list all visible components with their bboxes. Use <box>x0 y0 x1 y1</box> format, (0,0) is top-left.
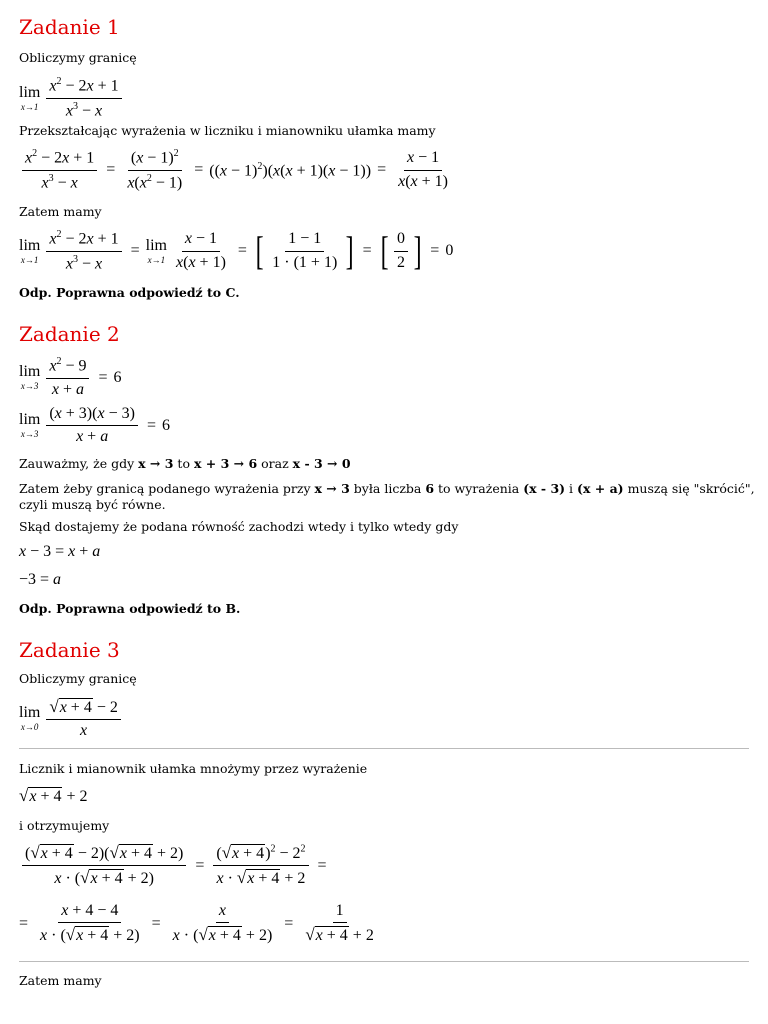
separator-2 <box>19 961 749 962</box>
z1-text-3: Zatem mamy <box>19 204 102 219</box>
z1-formula-1: lim x→1 $\frac{x^2 - 2x + 1}{x^3 - x}$ <box>19 76 125 120</box>
z3-formula-2: √x + 4 + 2 <box>19 786 88 805</box>
z3-text-3: i otrzymujemy <box>19 818 110 833</box>
z2-title: Zadanie 2 <box>19 322 120 346</box>
z3-title: Zadanie 3 <box>19 638 120 662</box>
z3-formula-1: lim x→0 $\frac{√x + 4 - 2}{x}$ <box>19 697 124 741</box>
z2-formula-1: lim x→3 $\frac{x^2 - 9}{x + a}$ = 6 <box>19 356 122 398</box>
z1-formula-2: $\frac{x^2 - 2x + 1}{x^3 - x}$ = $\frac{(x - 1)^2}{x(x^2 - 1)}$ = $((x - 1)^2)(x(x + 1)(x - 1))$ = $\frac{x - 1}{x(x + 1)}$ <box>19 148 454 192</box>
z2-text-3: Skąd dostajemy że podana równość zachodzi wtedy i tylko wtedy gdy <box>19 519 459 534</box>
z2-text-1: Zauważmy, że gdy x → 3 to x + 3 → 6 oraz x - 3 → 0 <box>19 456 351 471</box>
z2-formula-2: lim x→3 $\frac{(x + 3)(x - 3)}{x + a}$ = 6 <box>19 405 170 446</box>
z3-text-2: Licznik i mianownik ułamka mnożymy przez wyrażenie <box>19 761 368 776</box>
z2-formula-3: x − 3 = x + a <box>19 543 101 560</box>
z3-formula-4: = $\frac{x + 4 - 4}{x \cdot (√x + 4 + 2)}$ = $\frac{x}{x \cdot (√x + 4 + 2)}$ = $\frac{1}{√x + 4 + 2}$ <box>19 902 374 945</box>
z1-text-2: Przekształcając wyrażenia w liczniku i mianowniku ułamka mamy <box>19 123 436 138</box>
z2-answer: Odp. Poprawna odpowiedź to B. <box>19 601 241 616</box>
z3-text-1: Obliczymy granicę <box>19 671 137 686</box>
z3-text-4: Zatem mamy <box>19 973 102 988</box>
z1-answer: Odp. Poprawna odpowiedź to C. <box>19 285 240 300</box>
z1-title: Zadanie 1 <box>19 15 120 39</box>
z1-text-1: Obliczymy granicę <box>19 50 137 65</box>
z3-formula-3: $\frac{(√x + 4 - 2)(√x + 4 + 2)}{x \cdot (√x + 4 + 2)}$ = $\frac{(√x + 4)^2 - 2^2}{x \cdot √x + 4 + 2}$ = <box>19 843 333 889</box>
z2-formula-4: −3 = a <box>19 571 62 588</box>
z2-text-2: Zatem żeby granicą podanego wyrażenia przy x → 3 była liczba 6 to wyrażenia (x - 3) i (x + a) muszą się "skrócić", czyli muszą być równe. <box>19 481 755 512</box>
z1-formula-3: lim x→1 $\frac{x^2 - 2x + 1}{x^3 - x}$ = lim x→1 $\frac{x - 1}{x(x + 1)}$ = [ $\frac{1 - 1}{1 \cdot (1 + 1)}$ ] = [ $\frac{0}{2}$ ] = 0 <box>19 228 454 274</box>
separator-1 <box>19 748 749 749</box>
